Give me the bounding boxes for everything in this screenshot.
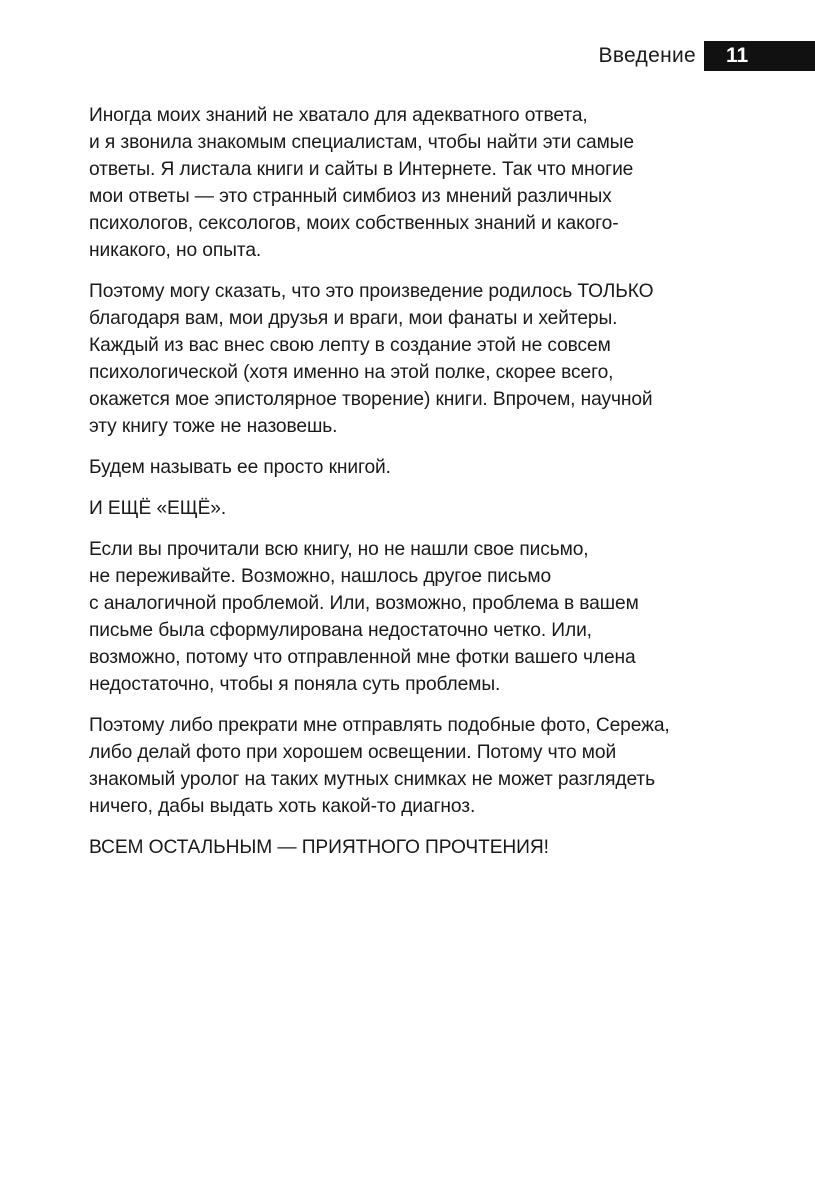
text-line: окажется мое эпистолярное творение) книги. Впрочем, научной [89, 389, 653, 410]
text-line: благодаря вам, мои друзья и враги, мои фанаты и хейтеры. [89, 308, 618, 329]
text-line: психологов, сексологов, моих собственных знаний и какого- [89, 213, 619, 234]
text-line: Каждый из вас внес свою лепту в создание этой не совсем [89, 335, 611, 356]
text-line: либо делай фото при хорошем освещении. Потому что мой [89, 742, 617, 763]
section-title: Введение [598, 44, 696, 67]
paragraph-2 [89, 278, 729, 440]
paragraph-6 [89, 712, 729, 820]
text-line: с аналогичной проблемой. Или, возможно, проблема в вашем [89, 593, 639, 614]
text-line: знакомый уролог на таких мутных снимках не может разглядеть [89, 769, 656, 790]
text-line: не переживайте. Возможно, нашлось другое письмо [89, 566, 552, 587]
page-number: 11 [704, 41, 815, 71]
text-line: и я звонила знакомым специалистам, чтобы найти эти самые [89, 132, 634, 153]
text-line: эту книгу тоже не назовешь. [89, 416, 338, 437]
text-line: Будем называть ее просто книгой. [89, 457, 391, 478]
paragraph-3 [89, 454, 729, 481]
text-line: психологической (хотя именно на этой полке, скорее всего, [89, 362, 614, 383]
text-line: ответы. Я листала книги и сайты в Интернете. Так что многие [89, 159, 634, 180]
running-header [599, 41, 815, 71]
text-body [89, 102, 729, 875]
text-line: Если вы прочитали всю книгу, но не нашли свое письмо, [89, 539, 589, 560]
paragraph-1 [89, 102, 729, 264]
text-line: Поэтому могу сказать, что это произведение родилось ТОЛЬКО [89, 281, 654, 302]
text-line: возможно, потому что отправленной мне фотки вашего члена [89, 647, 636, 668]
text-line: письме была сформулирована недостаточно четко. Или, [89, 620, 592, 641]
paragraph-7 [89, 834, 729, 861]
text-line: мои ответы — это странный симбиоз из мнений различных [89, 186, 612, 207]
paragraph-4 [89, 495, 729, 522]
text-line: никакого, но опыта. [89, 240, 262, 261]
text-line: И ЕЩЁ «ЕЩЁ». [89, 498, 227, 519]
paragraph-5 [89, 536, 729, 698]
text-line: ничего, дабы выдать хоть какой-то диагноз. [89, 796, 476, 817]
text-line: Поэтому либо прекрати мне отправлять подобные фото, Сережа, [89, 715, 670, 736]
text-line: Иногда моих знаний не хватало для адекватного ответа, [89, 105, 588, 126]
text-line: ВСЕМ ОСТАЛЬНЫМ — ПРИЯТНОГО ПРОЧТЕНИЯ! [89, 837, 549, 858]
text-line: недостаточно, чтобы я поняла суть проблемы. [89, 674, 501, 695]
